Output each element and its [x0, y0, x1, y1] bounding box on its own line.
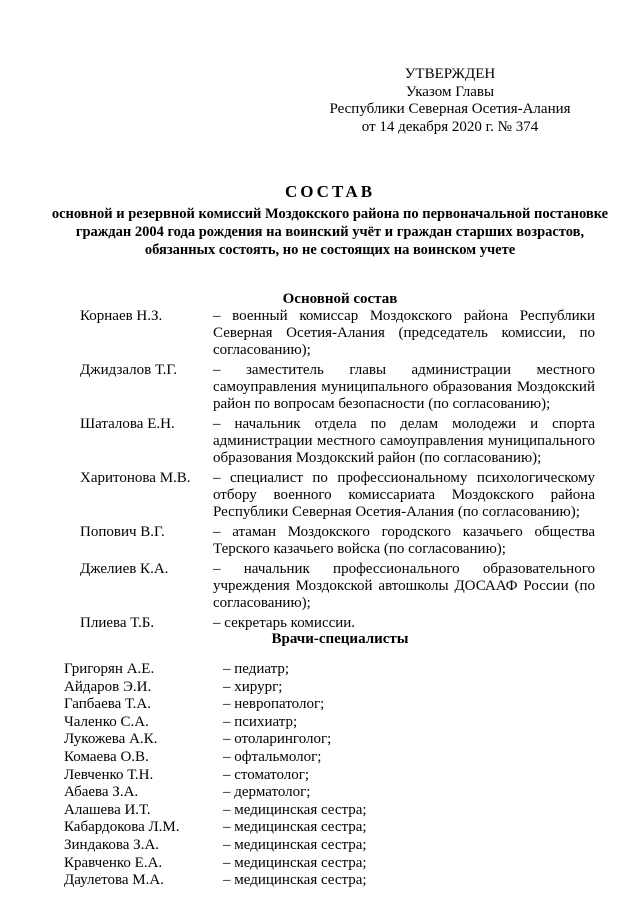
- doctor-name: Кравченко Е.А.: [64, 854, 163, 871]
- member-row: [80, 561, 595, 612]
- doctor-name: Даулетова М.А.: [64, 872, 164, 889]
- doctor-name: Чаленко С.А.: [64, 713, 149, 730]
- doctor-role: – медицинская сестра;: [223, 872, 367, 889]
- doctors-section-title: Врачи-специалисты: [271, 631, 409, 647]
- doctor-role: – психиатр;: [223, 713, 298, 730]
- doctor-row: [64, 855, 484, 873]
- doctor-role: – медицинская сестра;: [223, 819, 367, 836]
- member-row: [80, 615, 595, 632]
- doctor-row: [64, 784, 484, 802]
- doctor-row: [64, 767, 484, 785]
- approval-line-4: от 14 декабря 2020 г. № 374: [361, 118, 539, 135]
- approval-line-3: Республики Северная Осетия-Алания: [329, 101, 571, 117]
- member-role: – начальник отдела по делам молодежи и спорта администрации местного самоуправления муниципального образования Моздокский район (по согласованию);: [213, 416, 595, 466]
- doctor-row: [64, 837, 484, 855]
- member-name: Джидзалов Т.Г.: [80, 362, 178, 378]
- doctor-name: Айдаров Э.И.: [64, 678, 152, 695]
- doctor-role: – медицинская сестра;: [223, 854, 367, 871]
- doctor-role: – дерматолог;: [223, 784, 311, 801]
- doctor-row: [64, 819, 484, 837]
- member-row: [80, 470, 595, 521]
- document-subtitle: основной и резервной комиссий Моздокского района по первоначальной постановке граждан 2004 года рождения на воинский учёт и граждан старших возрастов, обязанных состоять, но не состоящих на воинском учете: [51, 206, 609, 258]
- member-row: [80, 362, 595, 413]
- member-role: – заместитель главы администрации местного самоуправления муниципального образования Моздокский район по вопросам безопасности (по согласованию);: [213, 362, 595, 412]
- doctor-name: Лукожева А.К.: [64, 731, 158, 748]
- member-name: Попович В.Г.: [80, 524, 165, 540]
- doctor-row: [64, 661, 484, 679]
- doctor-name: Алашева И.Т.: [64, 801, 151, 818]
- member-role: – специалист по профессиональному психологическому отбору военного комиссариата Моздокского района Республики Северная Осетия-Алания (по согласованию);: [213, 470, 595, 520]
- doctor-role: – медицинская сестра;: [223, 801, 367, 818]
- member-name: Шаталова Е.Н.: [80, 416, 175, 432]
- doctor-row: [64, 731, 484, 749]
- member-role: – секретарь комиссии.: [213, 615, 356, 631]
- doctor-name: Зиндакова З.А.: [64, 836, 160, 853]
- member-row: [80, 524, 595, 558]
- doctor-role: – офтальмолог;: [223, 748, 322, 765]
- member-name: Харитонова М.В.: [80, 470, 191, 486]
- doctor-row: [64, 872, 484, 890]
- document-title: СОСТАВ: [284, 182, 376, 201]
- doctor-row: [64, 679, 484, 697]
- member-row: [80, 308, 595, 359]
- doctors-list: [64, 661, 484, 890]
- doctor-row: [64, 696, 484, 714]
- doctor-role: – педиатр;: [223, 661, 290, 677]
- doctor-role: – невропатолог;: [223, 696, 325, 713]
- doctor-role: – отоларинголог;: [223, 731, 332, 748]
- member-name: Джелиев К.А.: [80, 561, 169, 577]
- member-name: Корнаев Н.З.: [80, 308, 163, 324]
- approval-block: [300, 66, 600, 136]
- approval-line-2: Указом Главы: [405, 83, 495, 100]
- doctor-name: Комаева О.В.: [64, 748, 149, 765]
- member-role: – военный комиссар Моздокского района Республики Северная Осетия-Алания (председатель комиссии, по согласованию);: [213, 308, 595, 358]
- member-role: – атаман Моздокского городского казачьего общества Терского казачьего войска (по согласованию);: [213, 524, 595, 557]
- member-role: – начальник профессионального образовательного учреждения Моздокской автошколы ДОСААФ России (по согласованию);: [213, 561, 595, 611]
- doctor-name: Левченко Т.Н.: [64, 766, 154, 783]
- document-heading: [40, 182, 620, 259]
- doctor-row: [64, 714, 484, 732]
- doctor-name: Гапбаева Т.А.: [64, 696, 152, 713]
- member-row: [80, 416, 595, 467]
- doctor-role: – хирург;: [223, 678, 283, 695]
- member-name: Плиева Т.Б.: [80, 615, 155, 631]
- main-members-list: [80, 308, 595, 635]
- doctor-role: – медицинская сестра;: [223, 836, 367, 853]
- doctor-row: [64, 749, 484, 767]
- main-section-title: Основной состав: [282, 291, 398, 307]
- approval-line-1: УТВЕРЖДЕН: [404, 66, 496, 82]
- doctor-name: Кабардокова Л.М.: [64, 819, 180, 836]
- doctor-name: Абаева З.А.: [64, 784, 139, 801]
- doctor-name: Григорян А.Е.: [64, 661, 155, 677]
- doctor-row: [64, 802, 484, 820]
- doctor-role: – стоматолог;: [223, 766, 310, 783]
